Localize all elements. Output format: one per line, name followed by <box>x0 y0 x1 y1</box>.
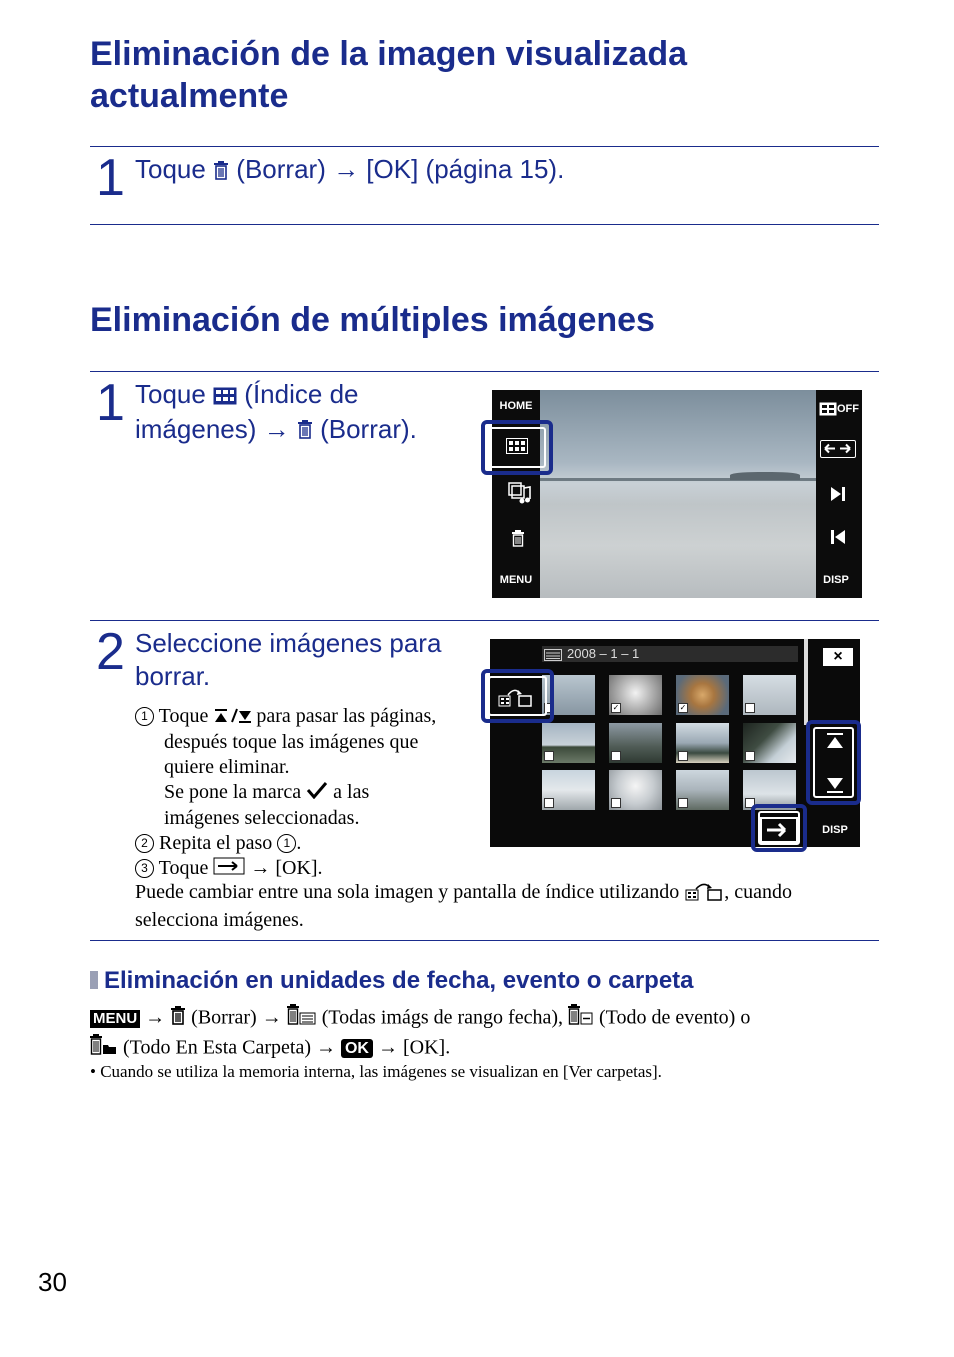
index-off-icon[interactable] <box>819 402 837 421</box>
trash-icon[interactable] <box>511 530 525 552</box>
right-sidebar <box>816 390 862 598</box>
trash-icon <box>213 155 229 188</box>
section3-title <box>90 966 694 996</box>
circled-number: 1 <box>135 707 154 726</box>
section1-title <box>90 33 687 117</box>
text: a las <box>328 780 370 803</box>
arrow-icon: → <box>263 413 290 444</box>
checkmark-icon <box>306 781 328 806</box>
text: para pasar las páginas, <box>251 705 437 727</box>
text: Toque <box>154 856 214 879</box>
divider <box>90 940 879 941</box>
divider <box>90 371 879 372</box>
previous-icon[interactable] <box>830 530 846 549</box>
circled-number: 3 <box>135 859 154 878</box>
text: Toque <box>154 705 214 727</box>
divider <box>90 224 879 225</box>
thumbnail[interactable] <box>743 723 796 763</box>
menu-button[interactable]: MENU <box>499 574 533 586</box>
text: (Borrar). <box>312 413 417 444</box>
text: imágenes seleccionadas. <box>164 806 360 829</box>
text: [OK]. <box>270 856 323 879</box>
step-number: 2 <box>96 623 125 681</box>
highlight-inner <box>488 427 546 468</box>
section2-title: Eliminación de múltiples imágenes <box>90 301 655 339</box>
section-marker <box>90 971 98 989</box>
trash-icon <box>170 1005 186 1033</box>
step2-instructions <box>135 704 480 882</box>
disp-button[interactable]: DISP <box>823 574 849 586</box>
text: (Todas imágs de rango fecha), <box>316 1006 568 1029</box>
section2-step1-text <box>135 378 417 447</box>
checkbox[interactable]: ✓ <box>679 703 687 712</box>
text: Se pone la marca <box>164 780 307 803</box>
text: Puede cambiar entre una sola imagen y pantalla de índice utilizando <box>135 881 685 904</box>
thumbnail[interactable] <box>743 675 796 715</box>
thumbnail[interactable] <box>542 723 595 763</box>
checkbox[interactable]: ✓ <box>612 703 620 712</box>
arrow-icon: → <box>315 1036 336 1059</box>
slideshow-music-icon[interactable] <box>508 482 532 509</box>
text: imágenes) <box>135 413 264 444</box>
beach-photo <box>540 390 816 598</box>
checkbox[interactable] <box>678 751 688 761</box>
step-number: 1 <box>96 149 125 207</box>
arrow-icon: → <box>250 856 271 879</box>
calendar-icon <box>544 648 562 666</box>
checkbox[interactable] <box>745 751 755 761</box>
date-bar <box>542 646 798 662</box>
divider <box>90 620 879 621</box>
page-up-down-icon <box>213 705 251 730</box>
text: borrar. <box>135 661 211 691</box>
disp-button[interactable]: DISP <box>822 824 848 836</box>
circled-number: 2 <box>135 834 154 853</box>
circled-number: 1 <box>277 834 296 853</box>
arrow-icon: → <box>377 1036 398 1059</box>
close-button[interactable]: × <box>823 648 853 666</box>
checkbox[interactable] <box>611 751 621 761</box>
text: Repita el paso <box>154 831 278 854</box>
thumbnail[interactable] <box>676 723 729 763</box>
highlight-inner <box>758 811 800 845</box>
thumbnail[interactable] <box>609 675 662 715</box>
arrow-icon: → <box>261 1006 282 1029</box>
section1-title-line2: actualmente <box>90 77 289 115</box>
checkbox[interactable] <box>678 798 688 808</box>
text: . <box>296 831 302 854</box>
page-number: 30 <box>38 1267 67 1297</box>
text: (Índice de <box>237 379 359 409</box>
text: selecciona imágenes. <box>135 909 304 931</box>
ok-label: OK <box>341 1039 373 1058</box>
trash-folder-icon <box>90 1034 118 1064</box>
text: (Todo de evento) o <box>593 1006 751 1029</box>
section1-step1-text <box>135 153 564 188</box>
text: [OK] (página 15). <box>359 154 565 184</box>
single-index-toggle-icon <box>684 879 724 908</box>
text: después toque las imágenes que <box>164 730 419 753</box>
thumbnail[interactable] <box>676 770 729 810</box>
trash-date-range-icon <box>287 1004 317 1034</box>
arrow-icon: → <box>333 154 360 184</box>
trash-icon <box>297 414 313 447</box>
thumbnail[interactable] <box>542 770 595 810</box>
scrollbar[interactable] <box>804 639 808 725</box>
home-button[interactable]: HOME <box>499 400 533 412</box>
step2-note <box>135 879 880 933</box>
text: Seleccione imágenes para <box>135 628 442 658</box>
trash-event-icon <box>568 1004 594 1034</box>
section3-body <box>90 1004 880 1064</box>
text: Toque <box>135 154 214 184</box>
section3-bullet: • Cuando se utiliza la memoria interna, las imágenes se visualizan en [Ver carpetas]. <box>90 1062 662 1081</box>
checkbox[interactable] <box>745 703 755 713</box>
text: (Todo En Esta Carpeta) <box>118 1036 316 1059</box>
thumbnail[interactable] <box>609 723 662 763</box>
text: [OK]. <box>397 1036 451 1059</box>
menu-label: MENU <box>90 1010 140 1028</box>
text: (Borrar) <box>229 154 334 184</box>
next-icon[interactable] <box>830 487 846 506</box>
checkbox[interactable] <box>544 798 554 808</box>
section2-step2-heading <box>135 627 441 693</box>
checkbox[interactable] <box>611 798 621 808</box>
island <box>730 472 800 480</box>
checkbox[interactable] <box>544 751 554 761</box>
text: Toque <box>135 379 214 409</box>
highlight-inner <box>488 676 547 716</box>
highlight-next-button <box>751 804 807 852</box>
next-page-icon <box>213 857 245 882</box>
highlight-inner <box>813 727 854 798</box>
left-right-arrows-icon[interactable] <box>820 440 856 458</box>
text: , cuando <box>724 881 793 904</box>
index-icon <box>213 380 237 413</box>
off-label: OFF <box>837 403 859 415</box>
thumbnail[interactable] <box>676 675 729 715</box>
text: (Borrar) <box>186 1006 262 1029</box>
text: quiere eliminar. <box>164 755 290 778</box>
divider <box>90 146 879 147</box>
highlight-index-button <box>481 420 553 475</box>
section1-title-line1: Eliminación de la imagen visualizada <box>90 35 688 73</box>
highlight-page-buttons <box>806 720 861 805</box>
text: Eliminación en unidades de fecha, evento o carpeta <box>104 967 694 994</box>
date-label: 2008 – 1 – 1 <box>567 646 640 661</box>
step-number: 1 <box>96 374 125 432</box>
arrow-icon: → <box>145 1006 166 1029</box>
highlight-toggle-button <box>481 669 554 723</box>
thumbnail[interactable] <box>609 770 662 810</box>
